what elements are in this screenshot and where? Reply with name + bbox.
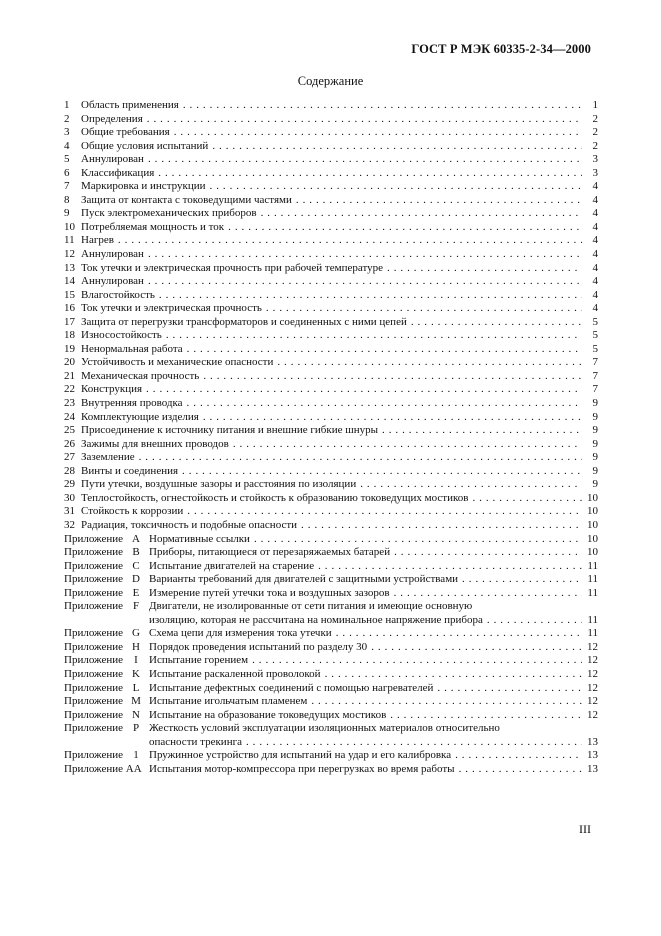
dot-leader [233,438,582,451]
section-page: 1 [592,99,598,111]
toc-section-row [64,221,598,235]
section-number: 22 [64,383,75,396]
section-title: Комплектующие изделия [81,410,199,423]
dot-leader [301,520,582,533]
dot-leader [182,465,582,478]
toc-section-row [64,451,598,465]
dot-leader [159,289,582,302]
dot-leader [187,343,582,356]
section-title: Устойчивость и механические опасности [81,356,274,369]
annex-prefix: Приложение [64,600,124,613]
annex-letter: I [134,654,138,667]
dot-leader [394,587,582,600]
section-number: 29 [64,478,75,491]
section-number: 16 [64,302,75,315]
annex-title: Нормативные ссылки [149,532,250,545]
toc-section-row [64,316,598,330]
toc-section-row [64,411,598,425]
annex-prefix: Приложение [64,559,124,572]
section-title: Аннулирован [81,248,144,261]
dot-leader [146,384,582,397]
dot-leader [387,262,582,275]
section-number: 17 [64,315,75,328]
section-page: 9 [592,410,598,423]
annex-letter: D [132,573,140,586]
dot-leader [212,140,582,153]
dot-leader [311,696,582,709]
section-number: 19 [64,342,75,355]
section-number: 24 [64,410,75,423]
dot-leader [210,181,583,194]
section-title: Износостойкость [81,329,162,342]
section-title: Ненормальная работа [81,342,183,355]
dot-leader [174,127,582,140]
annex-page: 12 [587,695,598,708]
annex-prefix: Приложение [64,722,124,735]
annex-letter: G [132,627,140,640]
toc-annex-row [64,668,598,682]
toc-annex-row [64,560,598,574]
section-number: 31 [64,505,75,518]
section-number: 21 [64,369,75,382]
annex-title: Испытание горением [149,654,249,667]
toc-annex-row [64,533,598,547]
annex-page: 12 [587,667,598,680]
dot-leader [254,533,582,546]
section-number: 26 [64,437,75,450]
section-number: 13 [64,261,75,274]
toc-section-row [64,383,598,397]
dot-leader [382,425,582,438]
toc-section-row [64,438,598,452]
toc-annex-row [64,627,598,641]
annex-prefix: Приложение [64,654,124,667]
dot-leader [487,614,582,627]
section-page: 10 [587,491,598,504]
toc-annex-row [64,654,598,668]
section-page: 5 [592,342,598,355]
dot-leader [118,235,582,248]
toc-section-row [64,180,598,194]
section-page: 9 [592,464,598,477]
toc-section-row [64,262,598,276]
dot-leader [277,357,582,370]
annex-letter: N [132,708,140,721]
toc-section-row [64,519,598,533]
section-number: 23 [64,397,75,410]
section-number: 12 [64,248,75,261]
toc-annex-row [64,722,598,736]
annex-title: Испытание двигателей на старение [149,559,315,572]
toc-section-row [64,397,598,411]
toc-section-row [64,248,598,262]
standard-header: ГОСТ Р МЭК 60335-2-34—2000 [411,42,591,56]
section-title: Конструкция [81,383,143,396]
annex-letter: A [132,532,140,545]
annex-prefix: Приложение [64,681,124,694]
toc-annex-row [64,573,598,587]
annex-prefix: Приложение [64,708,124,721]
dot-leader [252,655,582,668]
annex-page: 12 [587,681,598,694]
annex-title: Приборы, питающиеся от перезаряжаемых батарей [149,546,391,559]
annex-title: Испытание на образование токоведущих мостиков [149,708,387,721]
dot-leader [455,750,582,763]
dot-leader [148,249,582,262]
toc-annex-row [64,682,598,696]
section-title: Теплостойкость, огнестойкость и стойкость к образованию токоведущих мостиков [81,491,469,504]
annex-prefix: Приложение [64,640,124,653]
section-title: Аннулирован [81,153,144,166]
section-page: 10 [587,518,598,531]
section-number: 11 [64,234,75,247]
annex-prefix: Приложение [64,573,124,586]
section-number: 3 [64,126,70,139]
toc-section-row [64,113,598,127]
section-title: Определения [81,112,143,125]
toc-section-row [64,505,598,519]
table-of-contents [64,99,598,776]
dot-leader [158,167,582,180]
toc-annex-row [64,749,598,763]
toc-section-row [64,329,598,343]
annex-page: 12 [587,640,598,653]
annex-page: 10 [587,546,598,559]
section-number: 7 [64,180,70,193]
dot-leader [187,506,582,519]
toc-section-row [64,302,598,316]
section-title: Потребляемая мощность и ток [81,220,225,233]
section-page: 4 [592,193,598,206]
section-number: 18 [64,329,75,342]
annex-title-continued: изоляцию, которая не рассчитана на номинальное напряжение прибора [149,613,483,626]
annex-letter: M [131,695,141,708]
section-title: Ток утечки и электрическая прочность при рабочей температуре [81,261,383,274]
section-page: 7 [592,356,598,369]
dot-leader [411,316,582,329]
annex-title: Варианты требований для двигателей с защитными устройствами [149,573,459,586]
toc-annex-row-continued [64,614,598,628]
section-number: 10 [64,220,75,233]
section-page: 9 [592,397,598,410]
annex-letter: L [132,681,140,694]
dot-leader [318,560,582,573]
section-title: Защита от контакта с токоведущими частями [81,193,292,206]
annex-letter: 1 [133,749,139,762]
section-number: 1 [64,99,70,111]
annex-prefix: Приложение [64,532,124,545]
section-page: 4 [592,220,598,233]
annex-prefix: Приложение АА [64,762,142,775]
annex-page: 10 [587,532,598,545]
section-number: 28 [64,464,75,477]
toc-sections [64,99,598,533]
toc-section-row [64,234,598,248]
dot-leader [266,303,582,316]
section-page: 9 [592,437,598,450]
toc-section-row [64,478,598,492]
section-title: Присоединение к источнику питания и внешние гибкие шнуры [81,424,378,437]
section-page: 10 [587,505,598,518]
toc-section-row [64,99,598,113]
dot-leader [166,330,582,343]
section-title: Стойкость к коррозии [81,505,184,518]
section-title: Пути утечки, воздушные зазоры и расстояния по изоляции [81,478,357,491]
dot-leader [203,411,582,424]
section-number: 30 [64,491,75,504]
toc-annex-row [64,546,598,560]
section-title: Маркировка и инструкции [81,180,206,193]
annex-page: 11 [587,573,598,586]
toc-annex-row [64,695,598,709]
annex-letter: F [132,600,140,613]
annex-prefix: Приложение [64,749,124,762]
toc-section-row [64,343,598,357]
annex-prefix: Приложение [64,627,124,640]
dot-leader [336,628,582,641]
section-title: Винты и соединения [81,464,179,477]
section-number: 32 [64,518,75,531]
section-title: Аннулирован [81,275,144,288]
section-number: 2 [64,112,70,125]
section-number: 27 [64,451,75,464]
section-page: 5 [592,329,598,342]
annex-letter: B [132,546,140,559]
dot-leader [183,100,582,113]
toc-title: Содержание [297,74,364,88]
section-page: 7 [592,369,598,382]
section-title: Общие требования [81,126,170,139]
section-page: 2 [592,112,598,125]
section-page: 4 [592,261,598,274]
dot-leader [261,208,582,221]
section-number: 15 [64,288,75,301]
section-title: Классификация [81,166,155,179]
section-page: 7 [592,383,598,396]
dot-leader [371,641,582,654]
toc-annex-row [64,600,598,614]
annex-title: Испытания мотор-компрессора при перегрузках во время работы [149,762,455,775]
section-number: 20 [64,356,75,369]
annex-page: 12 [587,708,598,721]
toc-section-row [64,126,598,140]
section-page: 5 [592,315,598,328]
dot-leader [325,669,582,682]
toc-section-row [64,140,598,154]
dot-leader [360,479,582,492]
annex-title: Порядок проведения испытаний по разделу 30 [149,640,368,653]
section-title: Зажимы для внешних проводов [81,437,229,450]
section-title: Внутренняя проводка [81,397,183,410]
section-number: 6 [64,166,70,179]
annex-title: Двигатели, не изолированные от сети питания и имеющие основную [149,600,473,613]
toc-annex-row [64,763,598,777]
toc-annex-row [64,587,598,601]
annex-letter: K [132,667,140,680]
annex-letter: E [132,586,140,599]
section-number: 5 [64,153,70,166]
section-title: Общие условия испытаний [81,139,209,152]
annex-title: Жесткость условий эксплуатации изоляционных материалов относительно [149,722,500,735]
section-number: 4 [64,139,70,152]
annex-prefix: Приложение [64,667,124,680]
annex-page: 11 [587,627,598,640]
dot-leader [148,276,582,289]
page-number: III [579,822,591,836]
toc-section-row [64,370,598,384]
toc-section-row [64,424,598,438]
section-page: 3 [592,153,598,166]
toc-annexes [64,533,598,777]
section-page: 9 [592,478,598,491]
section-title: Пуск электромеханических приборов [81,207,257,220]
section-page: 4 [592,207,598,220]
section-page: 4 [592,275,598,288]
annex-letter: P [132,722,140,735]
annex-title: Испытание раскаленной проволокой [149,667,321,680]
toc-section-row [64,275,598,289]
dot-leader [148,154,582,167]
dot-leader [394,547,582,560]
annex-letter: C [132,559,140,572]
section-number: 25 [64,424,75,437]
dot-leader [228,221,582,234]
section-title: Область применения [81,99,179,111]
section-page: 4 [592,248,598,261]
annex-page: 13 [587,762,598,775]
annex-prefix: Приложение [64,546,124,559]
toc-section-row [64,289,598,303]
toc-section-row [64,465,598,479]
section-page: 4 [592,302,598,315]
section-number: 8 [64,193,70,206]
section-title: Защита от перегрузки трансформаторов и соединенных с ними цепей [81,315,407,328]
dot-leader [459,763,582,776]
toc-annex-row [64,641,598,655]
section-page: 9 [592,424,598,437]
dot-leader [472,492,582,505]
toc-annex-row-continued [64,736,598,750]
annex-title: Пружинное устройство для испытаний на удар и его калибровка [149,749,452,762]
annex-prefix: Приложение [64,695,124,708]
section-page: 4 [592,180,598,193]
section-title: Влагостойкость [81,288,155,301]
annex-page: 11 [587,586,598,599]
section-title: Радиация, токсичность и подобные опасности [81,518,298,531]
annex-page: 11 [587,559,598,572]
toc-section-row [64,167,598,181]
section-page: 4 [592,234,598,247]
annex-page: 13 [587,749,598,762]
annex-title: Испытание дефектных соединений с помощью нагревателей [149,681,434,694]
annex-title: Испытание игольчатым пламенем [149,695,308,708]
section-title: Нагрев [81,234,114,247]
section-title: Заземление [81,451,135,464]
annex-page: 12 [587,654,598,667]
section-page: 2 [592,139,598,152]
dot-leader [147,113,582,126]
annex-title: Схема цепи для измерения тока утечки [149,627,332,640]
section-page: 9 [592,451,598,464]
annex-page: 11 [587,613,598,626]
section-page: 4 [592,288,598,301]
annex-title: Измерение путей утечки тока и воздушных зазоров [149,586,390,599]
toc-section-row [64,492,598,506]
dot-leader [246,736,582,749]
section-page: 3 [592,166,598,179]
dot-leader [462,574,582,587]
toc-section-row [64,153,598,167]
annex-title-continued: опасности трекинга [149,735,242,748]
dot-leader [203,370,582,383]
annex-page: 13 [587,735,598,748]
toc-section-row [64,194,598,208]
toc-section-row [64,356,598,370]
dot-leader [437,682,582,695]
section-title: Ток утечки и электрическая прочность [81,302,262,315]
section-number: 14 [64,275,75,288]
section-page: 2 [592,126,598,139]
dot-leader [390,709,582,722]
dot-leader [139,452,582,465]
toc-section-row [64,207,598,221]
section-title: Механическая прочность [81,369,200,382]
section-number: 9 [64,207,70,220]
dot-leader [187,398,582,411]
toc-annex-row [64,709,598,723]
dot-leader [296,194,582,207]
annex-prefix: Приложение [64,586,124,599]
annex-letter: H [132,640,140,653]
